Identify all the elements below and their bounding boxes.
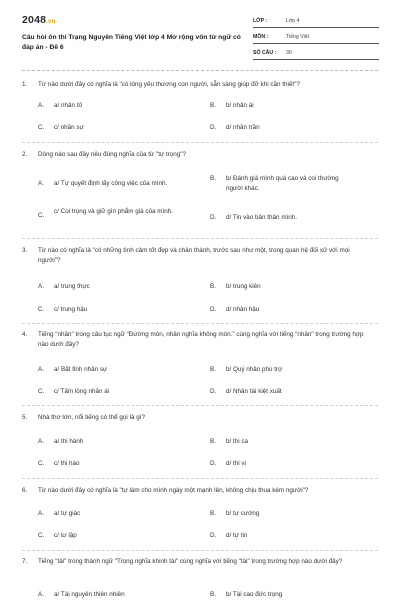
option-a[interactable] xyxy=(38,437,184,447)
question-text: Từ nào dưới đây có nghĩa là "có lòng yêu thương con người, sẵn sàng giúp đỡ khi cần thiết"? xyxy=(38,81,300,88)
option-text: d/ nhân hậu xyxy=(226,306,260,313)
question-1 xyxy=(22,80,378,90)
option-text: a/ nhân tố xyxy=(54,102,83,109)
question-number: 4. xyxy=(22,331,28,338)
option-letter: B. xyxy=(210,366,216,373)
question-number: 3. xyxy=(22,247,28,254)
option-letter: B. xyxy=(210,175,216,182)
option-letter: D. xyxy=(210,124,217,131)
meta-value: 30 xyxy=(286,50,292,56)
option-letter: A. xyxy=(38,102,44,109)
option-a[interactable] xyxy=(38,101,184,111)
question-2 xyxy=(22,150,378,160)
question-text: Từ nào có nghĩa là "có những tình cảm tốt đẹp và chân thành, trước sau như một, trong quan hệ đối xử với mọi người"? xyxy=(38,247,350,264)
option-letter: B. xyxy=(210,591,216,598)
option-c[interactable] xyxy=(38,123,184,133)
option-c[interactable] xyxy=(38,387,184,397)
question-divider xyxy=(22,323,378,324)
option-d[interactable] xyxy=(210,531,356,541)
option-letter: C. xyxy=(38,460,45,467)
option-text: c/ nhân sự xyxy=(54,124,84,131)
document-title: Câu hỏi ôn thi Trạng Nguyên Tiếng Việt lớp 4 Mở rộng vốn từ ngữ có đáp án - Đề 6 xyxy=(22,34,241,51)
question-number: 6. xyxy=(22,487,28,494)
option-b[interactable] xyxy=(210,174,346,194)
option-c[interactable] xyxy=(38,207,179,221)
question-divider xyxy=(22,478,378,479)
option-b[interactable] xyxy=(210,101,356,111)
option-text: d/ tự tin xyxy=(226,532,248,539)
question-3 xyxy=(22,246,378,266)
option-letter: C. xyxy=(38,532,45,539)
question-4 xyxy=(22,330,378,350)
option-text: a/ trung thực xyxy=(54,283,90,290)
option-text: a/ Tự quyết định lấy công việc của mình. xyxy=(54,180,168,187)
option-text: b/ tự cường xyxy=(226,510,260,517)
option-text: b/ nhân ái xyxy=(226,102,254,109)
option-a[interactable] xyxy=(38,179,194,189)
option-text: c/ Coi trọng và giữ gìn phẩm giá của mình. xyxy=(54,208,174,215)
meta-value: Lớp 4 xyxy=(286,18,300,24)
option-c[interactable] xyxy=(38,531,184,541)
option-letter: C. xyxy=(38,124,45,131)
option-b[interactable] xyxy=(210,437,356,447)
option-d[interactable] xyxy=(210,213,356,223)
option-letter: D. xyxy=(210,306,217,313)
option-text: c/ thi hào xyxy=(54,460,80,467)
question-6 xyxy=(22,486,378,496)
option-letter: A. xyxy=(38,510,44,517)
option-text: c/ trung hậu xyxy=(54,306,88,313)
option-text: b/ thi ca xyxy=(226,438,249,445)
option-letter: A. xyxy=(38,591,44,598)
option-letter: A. xyxy=(38,438,44,445)
question-number: 2. xyxy=(22,151,28,158)
option-b[interactable] xyxy=(210,590,356,600)
option-letter: C. xyxy=(38,212,45,219)
option-letter: B. xyxy=(210,438,216,445)
option-c[interactable] xyxy=(38,305,184,315)
option-d[interactable] xyxy=(210,123,356,133)
option-letter: B. xyxy=(210,102,216,109)
meta-value: Tiếng Việt xyxy=(286,34,310,40)
option-b[interactable] xyxy=(210,509,356,519)
option-letter: D. xyxy=(210,532,217,539)
option-text: a/ thi hành xyxy=(54,438,84,445)
option-letter: A. xyxy=(38,180,44,187)
option-c[interactable] xyxy=(38,459,184,469)
question-number: 5. xyxy=(22,414,28,421)
question-text: Tiếng "nhân" trong câu tục ngữ "Đường mòn, nhân nghĩa không mòn." cùng nghĩa với tiếng "nhân" trong trường hợp nào dưới đây? xyxy=(38,331,364,348)
question-text: Dòng nào sau đây nêu đúng nghĩa của từ "tự trọng"? xyxy=(38,151,187,158)
option-text: d/ Nhân tài kiệt xuất xyxy=(226,388,282,395)
option-text: a/ tự giác xyxy=(54,510,81,517)
option-letter: B. xyxy=(210,283,216,290)
question-number: 7. xyxy=(22,558,28,565)
option-letter: A. xyxy=(38,283,44,290)
option-a[interactable] xyxy=(38,590,184,600)
option-text: d/ nhân trần xyxy=(226,124,260,131)
option-d[interactable] xyxy=(210,305,356,315)
logo-suffix: .vn xyxy=(46,19,56,25)
option-text: b/ trung kiên xyxy=(226,283,261,290)
option-d[interactable] xyxy=(210,459,356,469)
option-d[interactable] xyxy=(210,387,356,397)
option-text: b/ Tài cao đức trọng xyxy=(226,591,283,598)
question-5 xyxy=(22,413,378,423)
option-text: c/ tự lập xyxy=(54,532,77,539)
meta-label: SỐ CÂU : xyxy=(253,50,277,56)
option-letter: B. xyxy=(210,510,216,517)
question-7 xyxy=(22,557,378,567)
question-divider xyxy=(22,405,378,406)
option-text: b/ Đánh giá mình quá cao và coi thường người khác. xyxy=(226,175,339,192)
option-b[interactable] xyxy=(210,365,356,375)
option-a[interactable] xyxy=(38,509,184,519)
option-text: d/ Tin vào bản thân mình. xyxy=(226,214,298,221)
logo-text: 2048 xyxy=(22,14,47,26)
option-letter: C. xyxy=(38,388,45,395)
question-divider xyxy=(22,142,378,143)
option-letter: D. xyxy=(210,214,217,221)
option-letter: C. xyxy=(38,306,45,313)
option-text: c/ Tấm lòng nhân ái xyxy=(54,388,110,395)
option-letter: D. xyxy=(210,460,217,467)
option-text: a/ Tài nguyên thiên nhiên xyxy=(54,591,125,598)
question-divider xyxy=(22,238,378,239)
question-text: Từ nào dưới đây có nghĩa là "tự làm cho mình ngày một mạnh lên, không chịu thua kém người"? xyxy=(38,487,309,494)
question-divider xyxy=(22,550,378,551)
option-letter: D. xyxy=(210,388,217,395)
option-a[interactable] xyxy=(38,282,184,292)
option-b[interactable] xyxy=(210,282,356,292)
option-text: b/ Quý nhân phù trợ xyxy=(226,366,283,373)
question-number: 1. xyxy=(22,81,28,88)
meta-label: LỚP : xyxy=(253,18,268,24)
option-a[interactable] xyxy=(38,365,184,375)
meta-label: MÔN : xyxy=(253,34,269,40)
question-text: Tiếng "tài" trong thành ngữ "Trọng nghĩa khinh tài" cùng nghĩa với tiếng "tài" trong trường hợp nào dưới đây? xyxy=(38,558,343,565)
option-text: a/ Bất tỉnh nhân sự xyxy=(54,366,108,373)
question-text: Nhà thơ lớn, nổi tiếng có thể gọi là gì? xyxy=(38,414,145,421)
option-text: d/ thi vị xyxy=(226,460,246,467)
option-letter: A. xyxy=(38,366,44,373)
